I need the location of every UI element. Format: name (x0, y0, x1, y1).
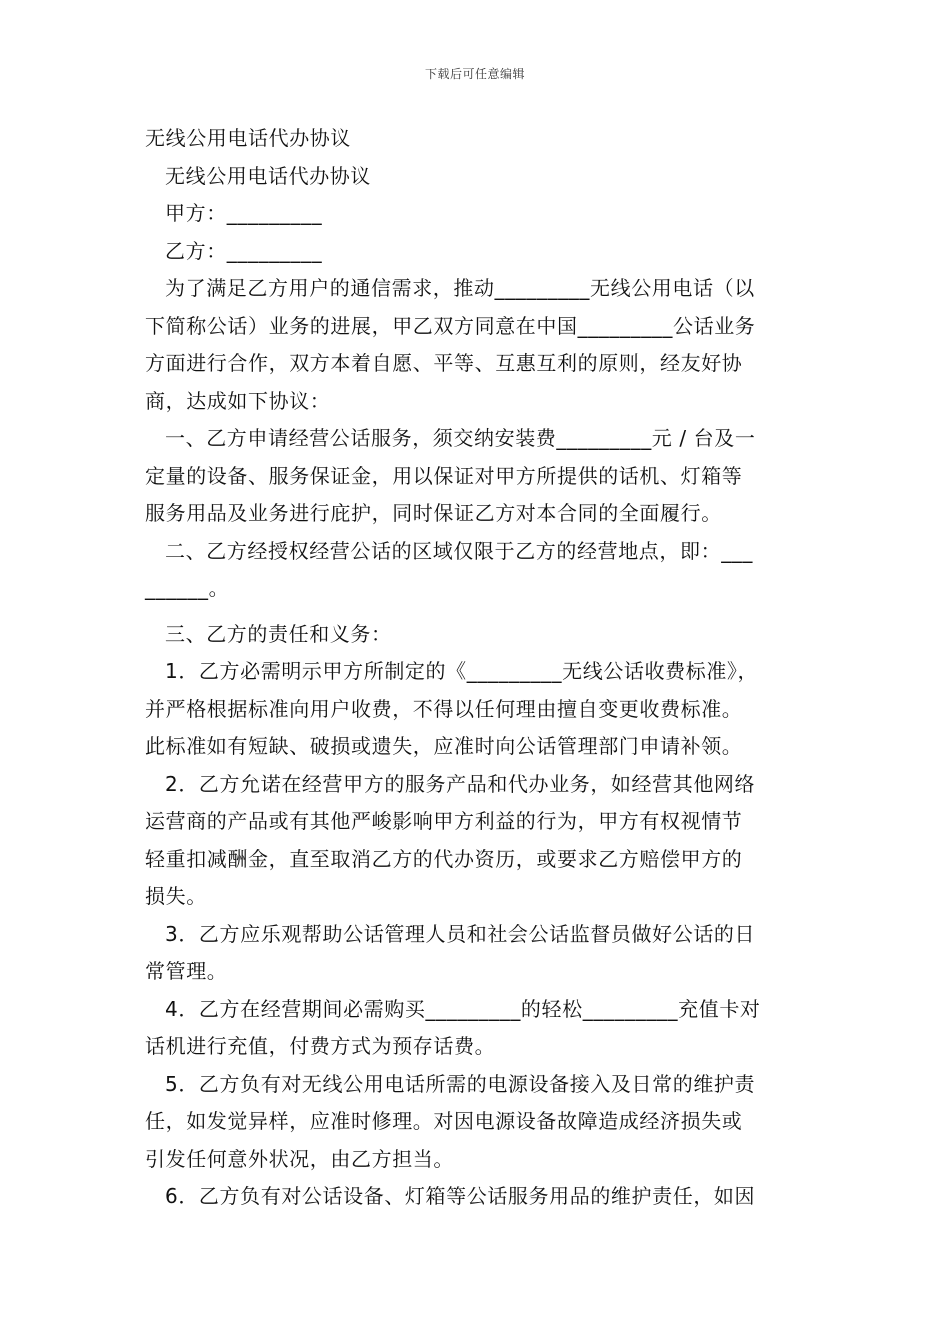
clause-1-line: 服务用品及业务进行庇护，同时保证乙方对本合同的全面履行。 (145, 501, 722, 525)
document-title-outer: 无线公用电话代办协议 (145, 126, 351, 150)
preamble-line: 商，达成如下协议： (145, 388, 331, 413)
item-2-line: 损失。 (145, 884, 207, 908)
item-5-line: 5．乙方负有对无线公用电话所需的电源设备接入及日常的维护责 (165, 1071, 756, 1096)
clause-1-line: 一、乙方申请经营公话服务，须交纳安装费_________元 / 台及一 (165, 426, 756, 450)
preamble-line: 方面进行合作，双方本着自愿、平等、互惠互利的原则，经友好协 (145, 351, 743, 375)
clause-1-line: 定量的设备、服务保证金，用以保证对甲方所提供的话机、灯箱等 (145, 463, 743, 488)
item-1-line: 并严格根据标准向用户收费，不得以任何理由擅自变更收费标准。 (145, 696, 743, 721)
preamble-line: 下简称公话）业务的进展，甲乙双方同意在中国_________公话业务 (145, 313, 756, 338)
item-6-line: 6．乙方负有对公话设备、灯箱等公话服务用品的维护责任，如因 (165, 1184, 756, 1208)
preamble-line: 为了满足乙方用户的通信需求，推动_________无线公用电话（以 (165, 276, 755, 300)
item-2-line: 运营商的产品或有其他严峻影响甲方利益的行为，甲方有权视情节 (145, 809, 743, 833)
document-title-inner: 无线公用电话代办协议 (165, 163, 371, 188)
document-body (145, 120, 810, 1216)
clause-2-line: 二、乙方经授权经营公话的区域仅限于乙方的经营地点，即：___ (165, 538, 753, 563)
item-5-line: 引发任何意外状况，由乙方担当。 (145, 1146, 454, 1171)
item-3-line: 常管理。 (145, 959, 228, 983)
party-a-line: 甲方：_________ (165, 201, 323, 225)
item-2-line: 2．乙方允诺在经营甲方的服务产品和代办业务，如经营其他网络 (165, 771, 756, 796)
clause-2-line: ______。 (145, 576, 230, 600)
item-1-line: 1．乙方必需明示甲方所制定的《_________无线公话收费标准》， (165, 659, 759, 683)
clause-3-title: 三、乙方的责任和义务： (165, 621, 392, 646)
item-5-line: 任，如发觉异样，应准时修理。对因电源设备故障造成经济损失或 (145, 1109, 743, 1133)
item-3-line: 3．乙方应乐观帮助公话管理人员和社会公话监督员做好公话的日 (165, 921, 756, 946)
item-4-line: 4．乙方在经营期间必需购买_________的轻松_________充值卡对 (165, 996, 761, 1021)
party-b-line: 乙方：_________ (165, 238, 323, 263)
item-1-line: 此标准如有短缺、破损或遗失，应准时向公话管理部门申请补领。 (145, 734, 743, 758)
item-4-line: 话机进行充值，付费方式为预存话费。 (145, 1034, 496, 1058)
page-header-note: 下载后可任意编辑 (424, 67, 525, 81)
item-2-line: 轻重扣减酬金，直至取消乙方的代办资历，或要求乙方赔偿甲方的 (145, 846, 743, 871)
